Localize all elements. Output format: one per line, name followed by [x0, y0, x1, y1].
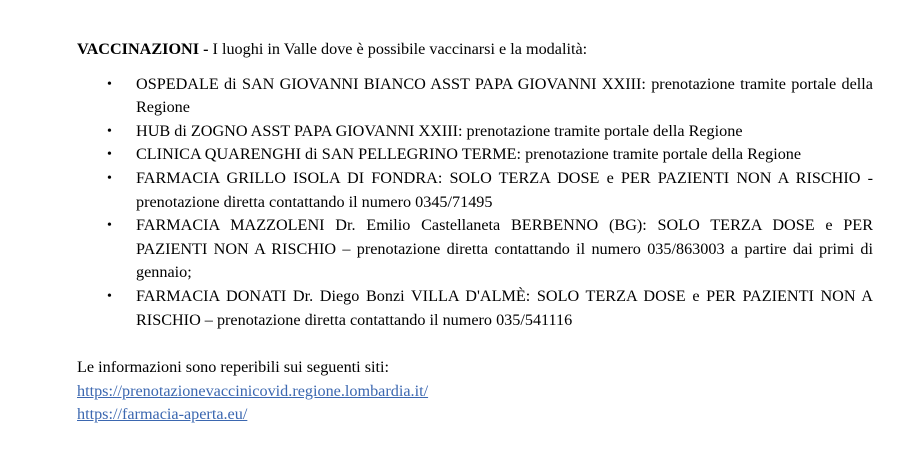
locations-list — [77, 73, 877, 333]
list-item — [77, 167, 873, 214]
bullet-icon: • — [107, 123, 112, 139]
sources-section — [77, 356, 877, 427]
list-item-text: CLINICA QUARENGHI di SAN PELLEGRINO TERME: prenotazione tramite portale della Regione — [136, 145, 802, 164]
document-body — [77, 38, 877, 332]
list-item — [77, 120, 873, 144]
bullet-icon: • — [107, 170, 112, 186]
list-item-text: FARMACIA MAZZOLENI Dr. Emilio Castellaneta BERBENNO (BG): SOLO TERZA DOSE e PER PAZIENTI NON A RISCHIO – prenotazione diretta contattando il numero 035/863003 a partire dai primi di gennaio; — [136, 216, 873, 282]
list-item — [77, 73, 873, 120]
bullet-icon: • — [107, 76, 112, 92]
list-item-text: FARMACIA GRILLO ISOLA DI FONDRA: SOLO TERZA DOSE e PER PAZIENTI NON A RISCHIO - prenotazione diretta contattando il numero 0345/71495 — [136, 168, 873, 211]
list-item-text: HUB di ZOGNO ASST PAPA GIOVANNI XXIII: prenotazione tramite portale della Regione — [136, 121, 743, 140]
list-item — [77, 285, 873, 332]
bullet-icon: • — [107, 218, 112, 234]
heading-title: VACCINAZIONI - — [77, 40, 209, 58]
farmacia-aperta-link[interactable]: https://farmacia-aperta.eu/ — [77, 405, 248, 424]
sources-intro: Le informazioni sono reperibili sui seguenti siti: — [77, 358, 389, 376]
list-item-text: FARMACIA DONATI Dr. Diego Bonzi VILLA D'ALMÈ: SOLO TERZA DOSE e PER PAZIENTI NON A RISCHIO – prenotazione diretta contattando il numero 035/541116 — [136, 286, 873, 329]
list-item-text: OSPEDALE di SAN GIOVANNI BIANCO ASST PAPA GIOVANNI XXIII: prenotazione tramite portale della Regione — [136, 74, 873, 117]
bullet-icon: • — [107, 288, 112, 304]
list-item — [77, 143, 873, 167]
list-item — [77, 214, 873, 285]
bullet-icon: • — [107, 147, 112, 163]
regione-lombardia-link[interactable]: https://prenotazionevaccinicovid.regione.lombardia.it/ — [77, 381, 429, 400]
section-heading — [77, 38, 877, 62]
heading-text: I luoghi in Valle dove è possibile vaccinarsi e la modalità: — [208, 40, 588, 58]
